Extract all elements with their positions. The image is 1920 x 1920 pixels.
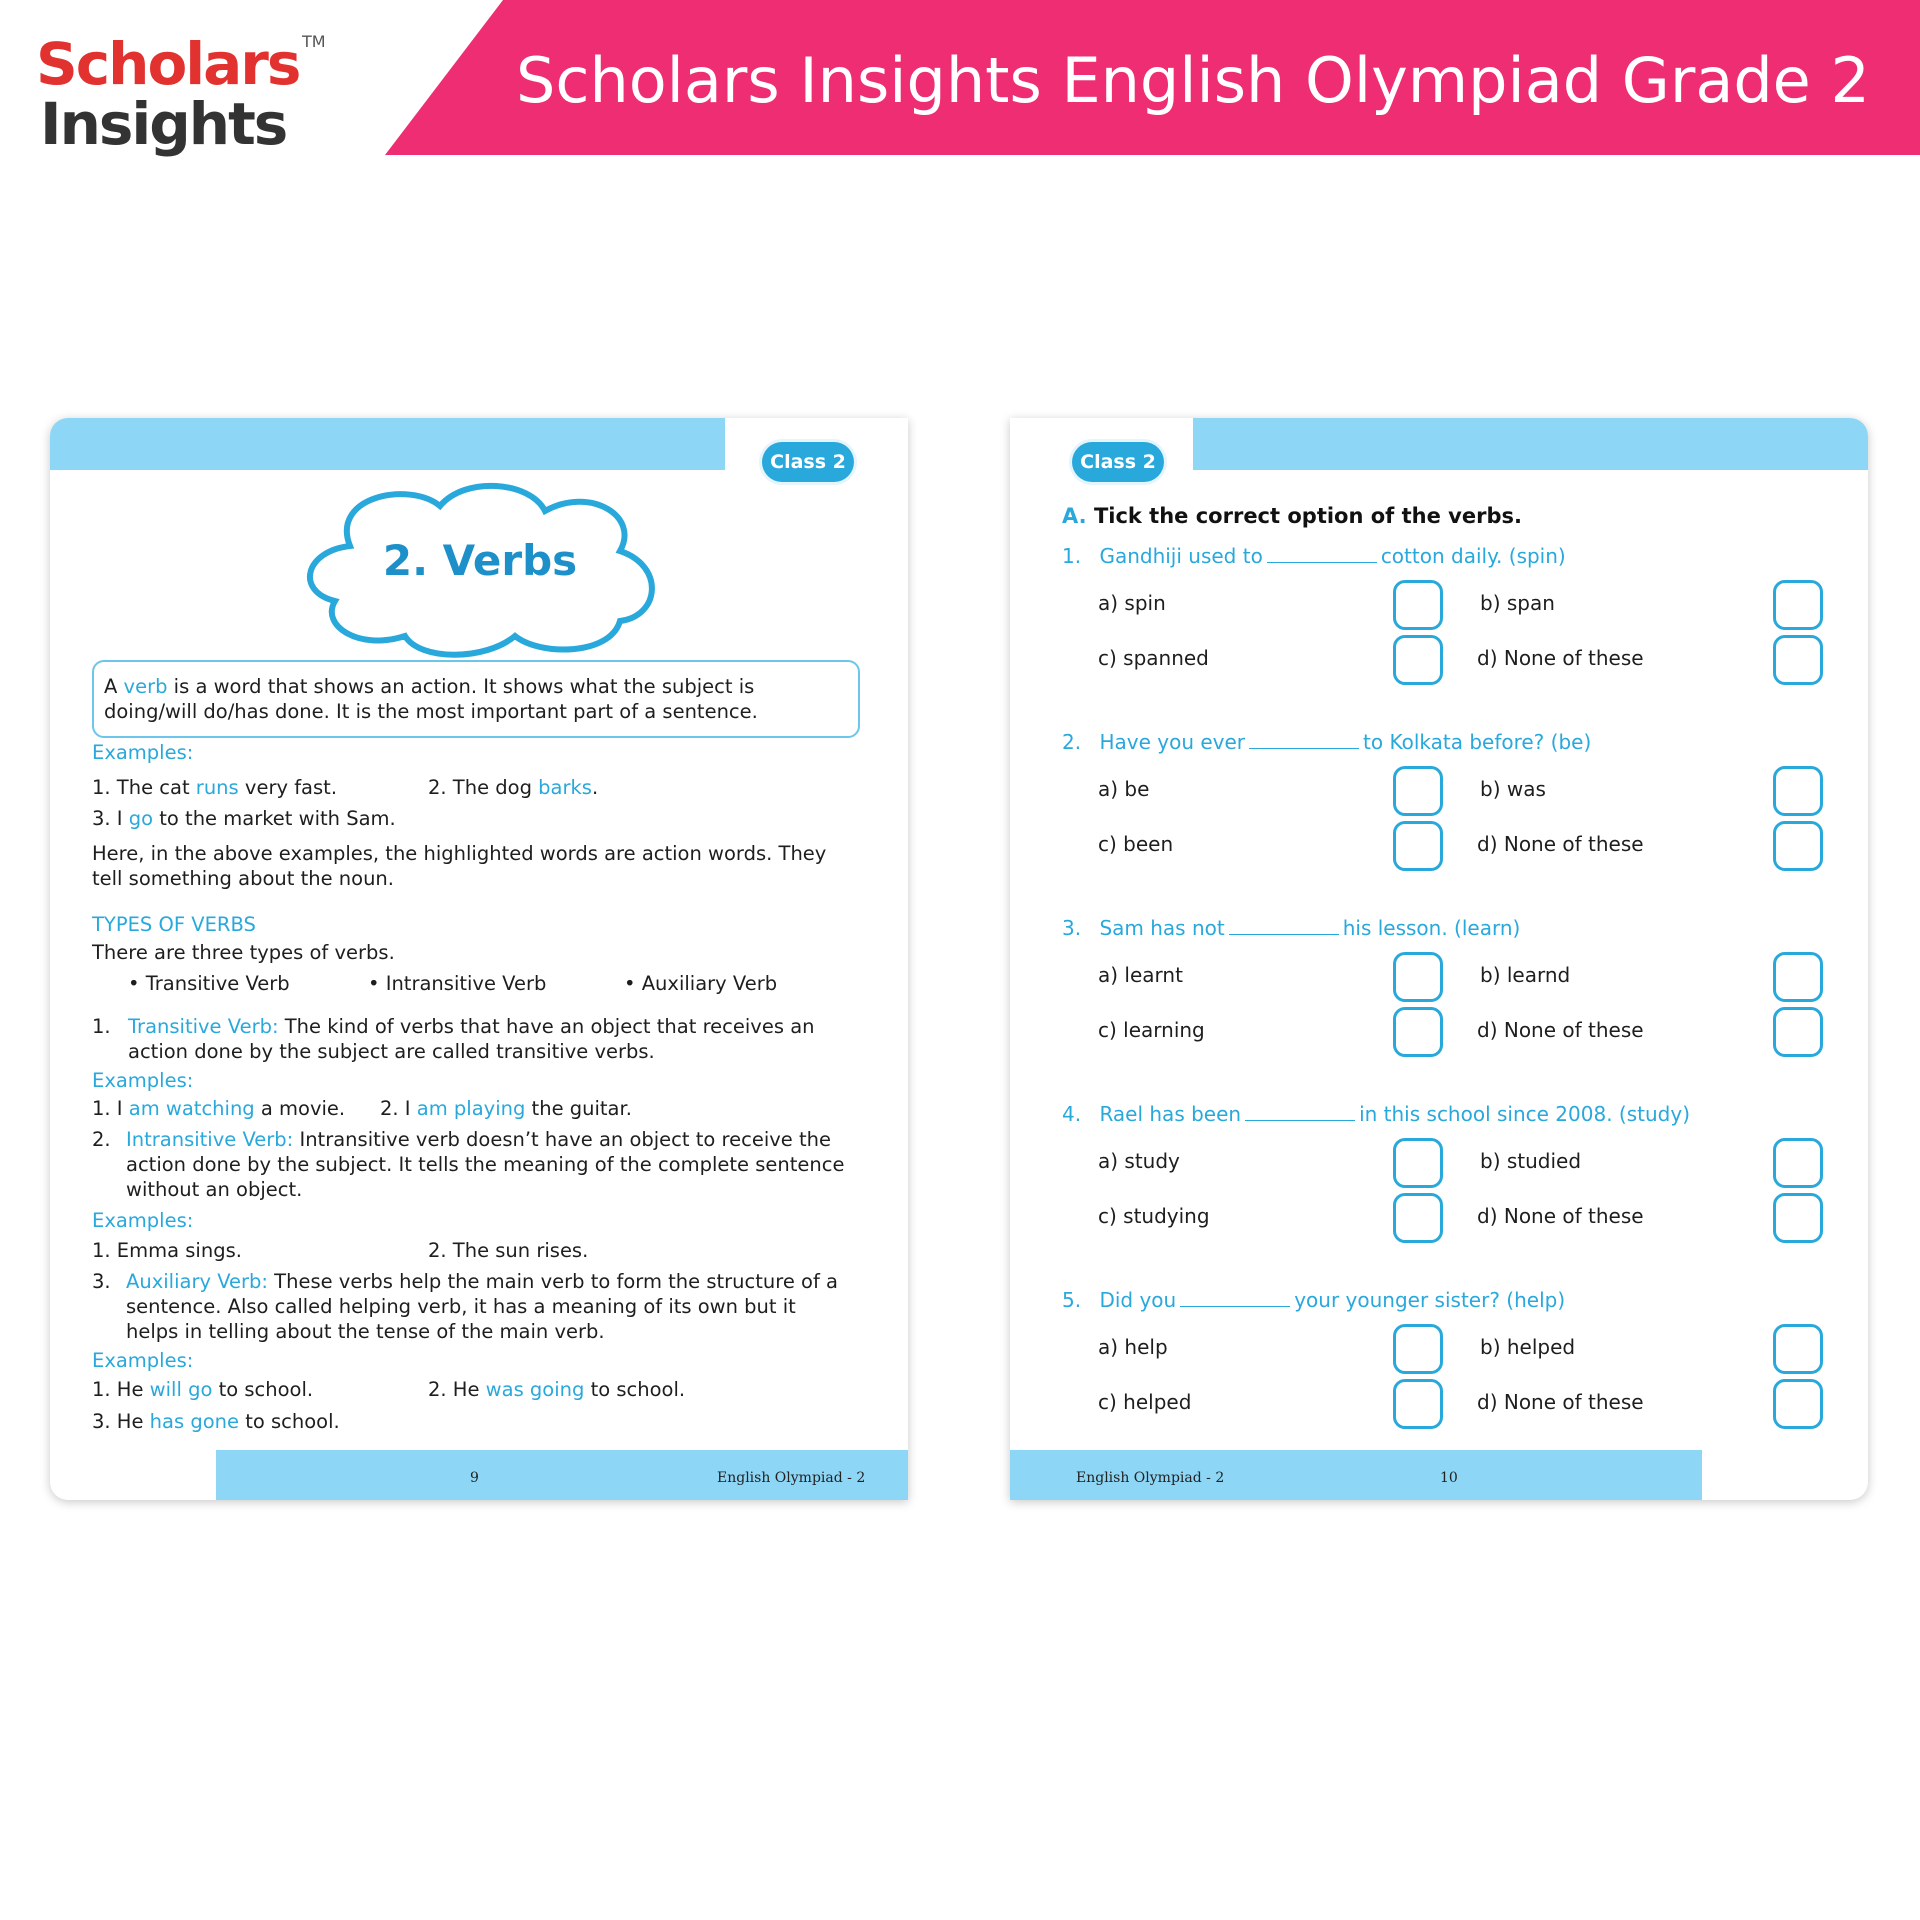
option-b-checkbox[interactable] <box>1773 1138 1823 1188</box>
text-segment: 3. He <box>92 1410 150 1433</box>
footer-title-right: English Olympiad - 2 <box>1076 1470 1225 1486</box>
text-segment: a movie. <box>254 1097 346 1120</box>
highlighted-word: am playing <box>416 1097 526 1120</box>
text-segment: 1. I <box>92 1097 129 1120</box>
option-b-label: b) learnd <box>1480 963 1571 987</box>
question-text-after: his lesson. (learn) <box>1342 916 1521 940</box>
question-number: 5. <box>1062 1288 1088 1312</box>
auxiliary-example-2 <box>428 1377 685 1402</box>
question-3 <box>1062 916 1520 940</box>
option-c-checkbox[interactable] <box>1393 821 1443 871</box>
answer-blank <box>1267 544 1377 563</box>
option-d-label: d) None of these <box>1477 1390 1644 1414</box>
highlighted-word: will go <box>149 1378 213 1401</box>
highlighted-word: verb <box>123 675 168 698</box>
left-page <box>50 418 908 1500</box>
highlighted-word: Transitive Verb: <box>128 1015 279 1038</box>
transitive-example-2 <box>380 1096 632 1121</box>
question-text-before: Have you ever <box>1099 730 1246 754</box>
option-d-checkbox[interactable] <box>1773 1379 1823 1429</box>
type-intransitive: • Intransitive Verb <box>368 972 547 995</box>
question-1 <box>1062 544 1566 568</box>
highlighted-word: barks <box>538 776 592 799</box>
logo-line-1-text: Scholars <box>36 30 300 98</box>
logo-line-2-text: Insights <box>40 90 287 158</box>
question-text-after: cotton daily. (spin) <box>1380 544 1566 568</box>
transitive-definition <box>128 1014 868 1064</box>
highlighted-word: Auxiliary Verb: <box>126 1270 268 1293</box>
option-a-checkbox[interactable] <box>1393 580 1443 630</box>
option-c-checkbox[interactable] <box>1393 1193 1443 1243</box>
highlighted-word: runs <box>195 776 239 799</box>
examples-label: Examples: <box>92 741 194 764</box>
auxiliary-number: 3. <box>92 1270 111 1293</box>
intransitive-example-1: 1. Emma sings. <box>92 1239 242 1262</box>
question-number: 1. <box>1062 544 1088 568</box>
banner-title: Scholars Insights English Olympiad Grade 2 <box>516 44 1870 117</box>
instruction-text: Tick the correct option of the verbs. <box>1093 504 1522 528</box>
answer-blank <box>1245 1102 1355 1121</box>
option-b-checkbox[interactable] <box>1773 1324 1823 1374</box>
text-segment: is a word that shows an action. It shows what the subject is doing/will do/has done. It is the most important part of a sentence. <box>104 675 758 723</box>
highlighted-word: am watching <box>128 1097 255 1120</box>
right-page <box>1010 418 1868 1500</box>
type-transitive: • Transitive Verb <box>128 972 290 995</box>
class-badge: Class 2 <box>762 442 854 482</box>
logo-line-2 <box>40 90 286 158</box>
option-c-label: c) studying <box>1098 1204 1210 1228</box>
question-text-before: Did you <box>1099 1288 1177 1312</box>
option-d-checkbox[interactable] <box>1773 1007 1823 1057</box>
answer-blank <box>1249 730 1359 749</box>
option-d-checkbox[interactable] <box>1773 1193 1823 1243</box>
option-b-checkbox[interactable] <box>1773 766 1823 816</box>
option-c-label: c) helped <box>1098 1390 1192 1414</box>
auxiliary-example-1 <box>92 1377 313 1402</box>
footer-title-left: English Olympiad - 2 <box>717 1470 866 1486</box>
question-text-before: Rael has been <box>1099 1102 1242 1126</box>
logo-trademark: TM <box>302 32 326 51</box>
text-segment: 1. The cat <box>92 776 196 799</box>
left-top-bar <box>50 418 725 470</box>
option-b-label: b) helped <box>1480 1335 1576 1359</box>
chapter-title: 2. Verbs <box>382 536 578 585</box>
option-c-label: c) spanned <box>1098 646 1209 670</box>
logo-line-1 <box>36 30 299 98</box>
option-b-checkbox[interactable] <box>1773 952 1823 1002</box>
option-a-label: a) be <box>1098 777 1150 801</box>
text-segment: 2. The dog <box>428 776 539 799</box>
question-2 <box>1062 730 1591 754</box>
option-a-checkbox[interactable] <box>1393 766 1443 816</box>
option-c-label: c) learning <box>1098 1018 1205 1042</box>
auxiliary-example-3 <box>92 1409 340 1434</box>
example-2 <box>428 775 598 800</box>
text-segment: very fast. <box>238 776 338 799</box>
option-a-label: a) help <box>1098 1335 1168 1359</box>
page-number-right: 10 <box>1440 1470 1458 1486</box>
option-d-checkbox[interactable] <box>1773 635 1823 685</box>
option-d-label: d) None of these <box>1477 646 1644 670</box>
option-d-label: d) None of these <box>1477 832 1644 856</box>
section-letter: A. <box>1062 504 1087 528</box>
page-number-left: 9 <box>470 1470 479 1486</box>
option-d-checkbox[interactable] <box>1773 821 1823 871</box>
question-number: 2. <box>1062 730 1088 754</box>
transitive-number: 1. <box>92 1015 111 1038</box>
types-intro: There are three types of verbs. <box>92 941 395 964</box>
transitive-examples-label: Examples: <box>92 1069 194 1092</box>
option-b-label: b) was <box>1480 777 1546 801</box>
option-a-checkbox[interactable] <box>1393 952 1443 1002</box>
explanation-text: Here, in the above examples, the highlighted words are action words. They tell something about the noun. <box>92 842 827 890</box>
option-c-checkbox[interactable] <box>1393 635 1443 685</box>
question-text-before: Gandhiji used to <box>1099 544 1263 568</box>
question-4 <box>1062 1102 1690 1126</box>
auxiliary-examples-label: Examples: <box>92 1349 194 1372</box>
type-auxiliary: • Auxiliary Verb <box>624 972 778 995</box>
option-a-label: a) spin <box>1098 591 1166 615</box>
transitive-example-1 <box>92 1096 345 1121</box>
highlighted-word: was going <box>485 1378 585 1401</box>
example-1 <box>92 775 337 800</box>
answer-blank <box>1229 916 1339 935</box>
highlighted-word: go <box>128 807 154 830</box>
intransitive-example-2: 2. The sun rises. <box>428 1239 589 1262</box>
definition-box <box>92 660 860 738</box>
text-segment: 2. He <box>428 1378 486 1401</box>
question-text-after: to Kolkata before? (be) <box>1363 730 1592 754</box>
option-b-label: b) studied <box>1480 1149 1582 1173</box>
text-segment: to school. <box>584 1378 686 1401</box>
option-d-label: d) None of these <box>1477 1018 1644 1042</box>
option-c-label: c) been <box>1098 832 1174 856</box>
question-text-before: Sam has not <box>1099 916 1225 940</box>
text-segment: . <box>591 776 599 799</box>
question-5 <box>1062 1288 1565 1312</box>
scholars-insights-logo <box>32 28 352 188</box>
option-a-checkbox[interactable] <box>1393 1138 1443 1188</box>
text-segment: the guitar. <box>525 1097 632 1120</box>
auxiliary-definition <box>126 1269 846 1344</box>
text-segment: to the market with Sam. <box>153 807 396 830</box>
question-number: 3. <box>1062 916 1088 940</box>
text-segment: These verbs help the main verb to form the structure of a sentence. Also called helping verb, it has a meaning of its own but it helps in telling about the tense of the main verb. <box>126 1270 838 1343</box>
text-segment: 3. I <box>92 807 129 830</box>
option-c-checkbox[interactable] <box>1393 1007 1443 1057</box>
example-3 <box>92 806 396 831</box>
question-text-after: in this school since 2008. (study) <box>1359 1102 1690 1126</box>
option-a-label: a) learnt <box>1098 963 1183 987</box>
answer-blank <box>1180 1288 1290 1307</box>
text-segment: 2. I <box>380 1097 417 1120</box>
option-a-label: a) study <box>1098 1149 1180 1173</box>
option-b-checkbox[interactable] <box>1773 580 1823 630</box>
intransitive-examples-label: Examples: <box>92 1209 194 1232</box>
highlighted-word: Intransitive Verb: <box>126 1128 294 1151</box>
option-b-label: b) span <box>1480 591 1555 615</box>
intransitive-definition <box>126 1127 868 1202</box>
text-segment: Intransitive verb doesn’t have an object to receive the action done by the subject. It tells the meaning of the complete sentence without an object. <box>126 1128 845 1201</box>
text-segment: A <box>104 675 124 698</box>
intransitive-number: 2. <box>92 1128 111 1151</box>
question-text-after: your younger sister? (help) <box>1294 1288 1566 1312</box>
text-segment: to school. <box>239 1410 340 1433</box>
right-top-bar <box>1193 418 1868 470</box>
text-segment: 1. He <box>92 1378 150 1401</box>
class-badge-right: Class 2 <box>1072 442 1164 482</box>
option-d-label: d) None of these <box>1477 1204 1644 1228</box>
question-number: 4. <box>1062 1102 1088 1126</box>
types-heading: TYPES OF VERBS <box>92 913 256 936</box>
text-segment: to school. <box>212 1378 314 1401</box>
highlighted-word: has gone <box>149 1410 240 1433</box>
text-segment: The kind of verbs that have an object that receives an action done by the subject are called transitive verbs. <box>128 1015 815 1063</box>
option-c-checkbox[interactable] <box>1393 1379 1443 1429</box>
option-a-checkbox[interactable] <box>1393 1324 1443 1374</box>
exercise-heading <box>1062 504 1522 528</box>
